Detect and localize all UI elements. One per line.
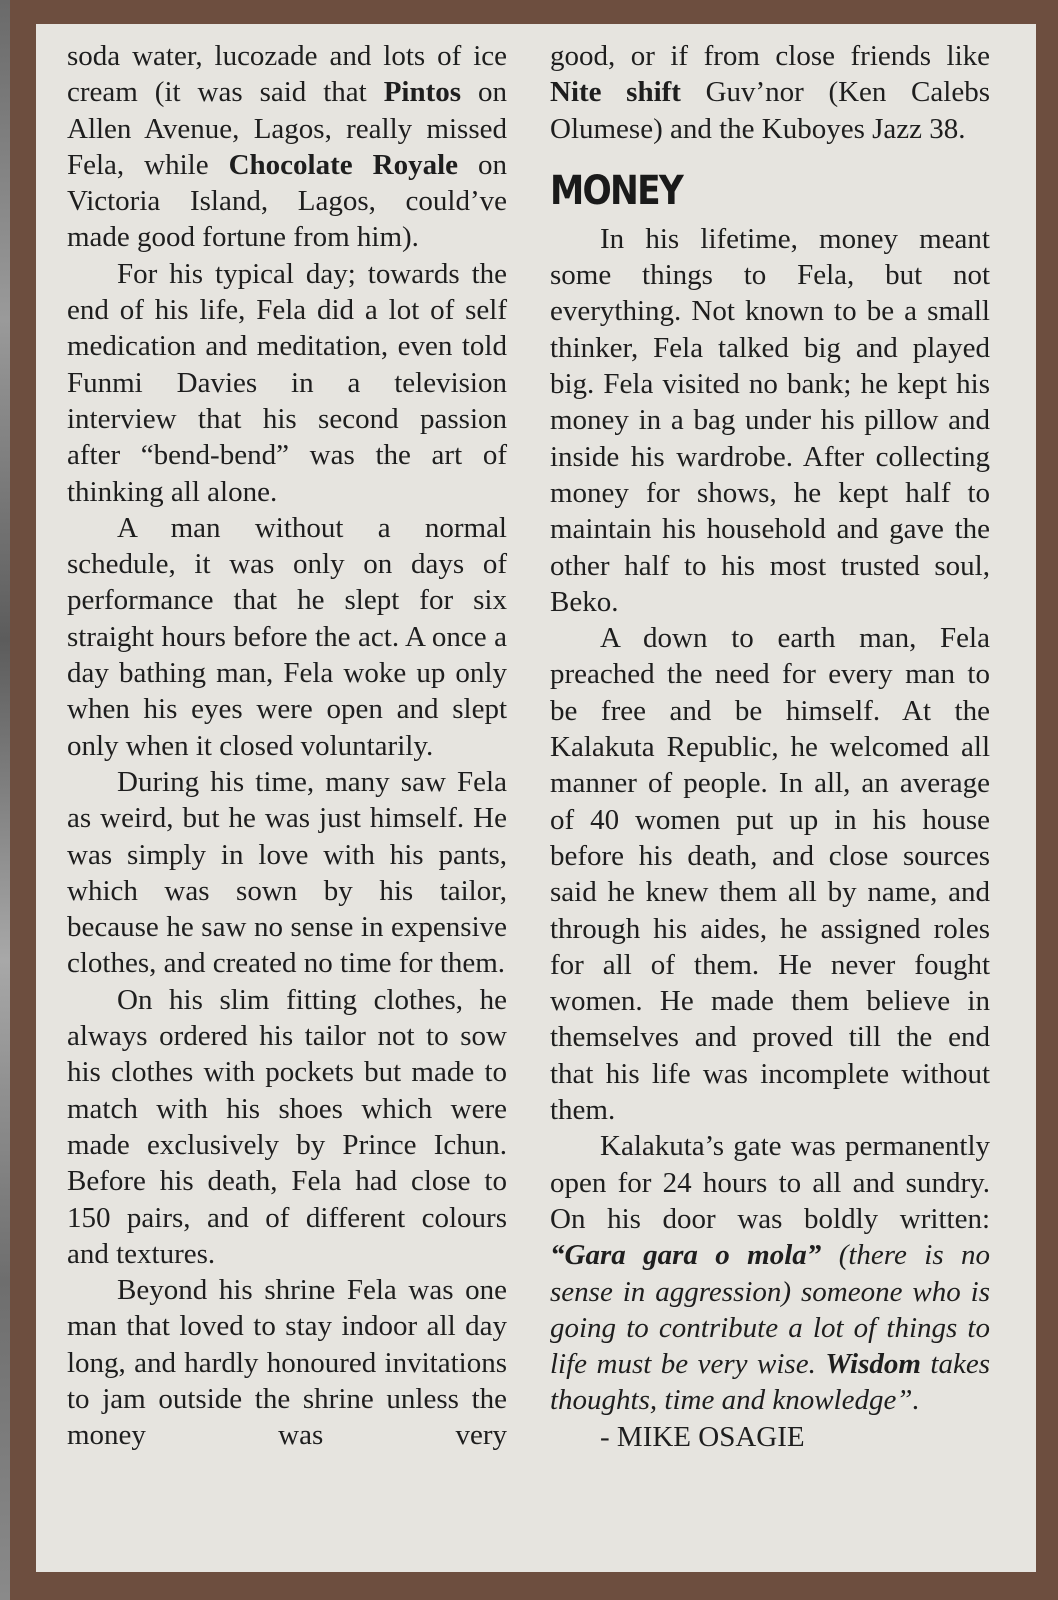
bold-club-name: Nite shift <box>550 76 681 109</box>
left-paragraph-4: During his time, many saw Fela as weird, but he was just himself. He was simply in love with his pants, which was sown by his tailor, because he saw no sense in expensive clothes, and created no time for them. <box>67 765 507 980</box>
text-run: on Victoria Island, Lagos, could’ve made good fortune from him). <box>67 148 508 254</box>
right-paragraph-1 <box>550 38 990 147</box>
text-run: Guv’nor (Ken Calebs Olumese) and the Kuboyes Jazz 38. <box>550 76 990 145</box>
right-paragraph-2: In his lifetime, money meant some things to Fela, but not everything. Not known to be a small thinker, Fela talked big and played big. Fela visited no bank; he kept his money in a bag under his pillow and inside his wardrobe. After collecting money for shows, he kept half to maintain his household and gave the other half to his most trusted soul, Beko. <box>550 222 990 618</box>
bold-place-name: Chocolate Royale <box>228 148 459 181</box>
bold-place-name: Pintos <box>383 76 462 109</box>
text-run: on Allen Avenue, Lagos, really missed Fela, while <box>67 76 508 181</box>
italic-quote: (there is no sense in aggression) someone who is going to contribute a lot of things to life must be very wise. <box>550 1239 990 1381</box>
left-paragraph-3: A man without a normal schedule, it was only on days of performance that he slept for six straight hours before the act. A once a day bathing man, Fela woke up only when his eyes were open and slept only when it closed voluntarily. <box>67 511 507 762</box>
section-heading-money: MONEY <box>550 167 683 214</box>
author-byline: - MIKE OSAGIE <box>600 1420 805 1453</box>
bold-italic-quote: “Gara gara o mola” <box>550 1239 822 1272</box>
text-run: Kalakuta’s gate was permanently open for 24 hours to all and sundry. On his door was boldly written: <box>550 1130 990 1235</box>
right-paragraph-4 <box>550 1128 990 1418</box>
text-run: soda water, lucozade and lots of ice cream (it was said that <box>67 40 507 109</box>
left-column <box>67 38 507 1454</box>
article-page <box>36 24 1036 1572</box>
left-paragraph-2: For his typical day; towards the end of his life, Fela did a lot of self medication and meditation, even told Funmi Davies in a television interview that his second passion after “bend-bend” was the art of thinking all alone. <box>67 257 507 508</box>
italic-quote: takes thoughts, time and knowledge”. <box>550 1348 990 1417</box>
left-paragraph-5: On his slim fitting clothes, he always ordered his tailor not to sow his clothes with pockets but made to match with his shoes which were made exclusively by Prince Ichun. Before his death, Fela had close to 150 pairs, and of different colours and textures. <box>67 983 507 1270</box>
adjacent-photo-strip <box>0 0 10 1600</box>
text-run: good, or if from close friends like <box>550 40 990 72</box>
left-paragraph-1 <box>67 38 507 256</box>
right-paragraph-3: A down to earth man, Fela preached the need for every man to be free and be himself. At the Kalakuta Republic, he welcomed all manner of people. In all, an average of 40 women put up in his house before his death, and close sources said he knew them all by name, and through his aides, he assigned roles for all of them. He never fought women. He made them believe in themselves and proved till the end that his life was incomplete without them. <box>550 622 990 1127</box>
bold-italic-word: Wisdom <box>825 1348 921 1381</box>
right-column <box>550 38 990 1455</box>
left-paragraph-6: Beyond his shrine Fela was one man that loved to stay indoor all day long, and hardly honoured invitations to jam outside the shrine unless the money was very <box>67 1274 507 1452</box>
